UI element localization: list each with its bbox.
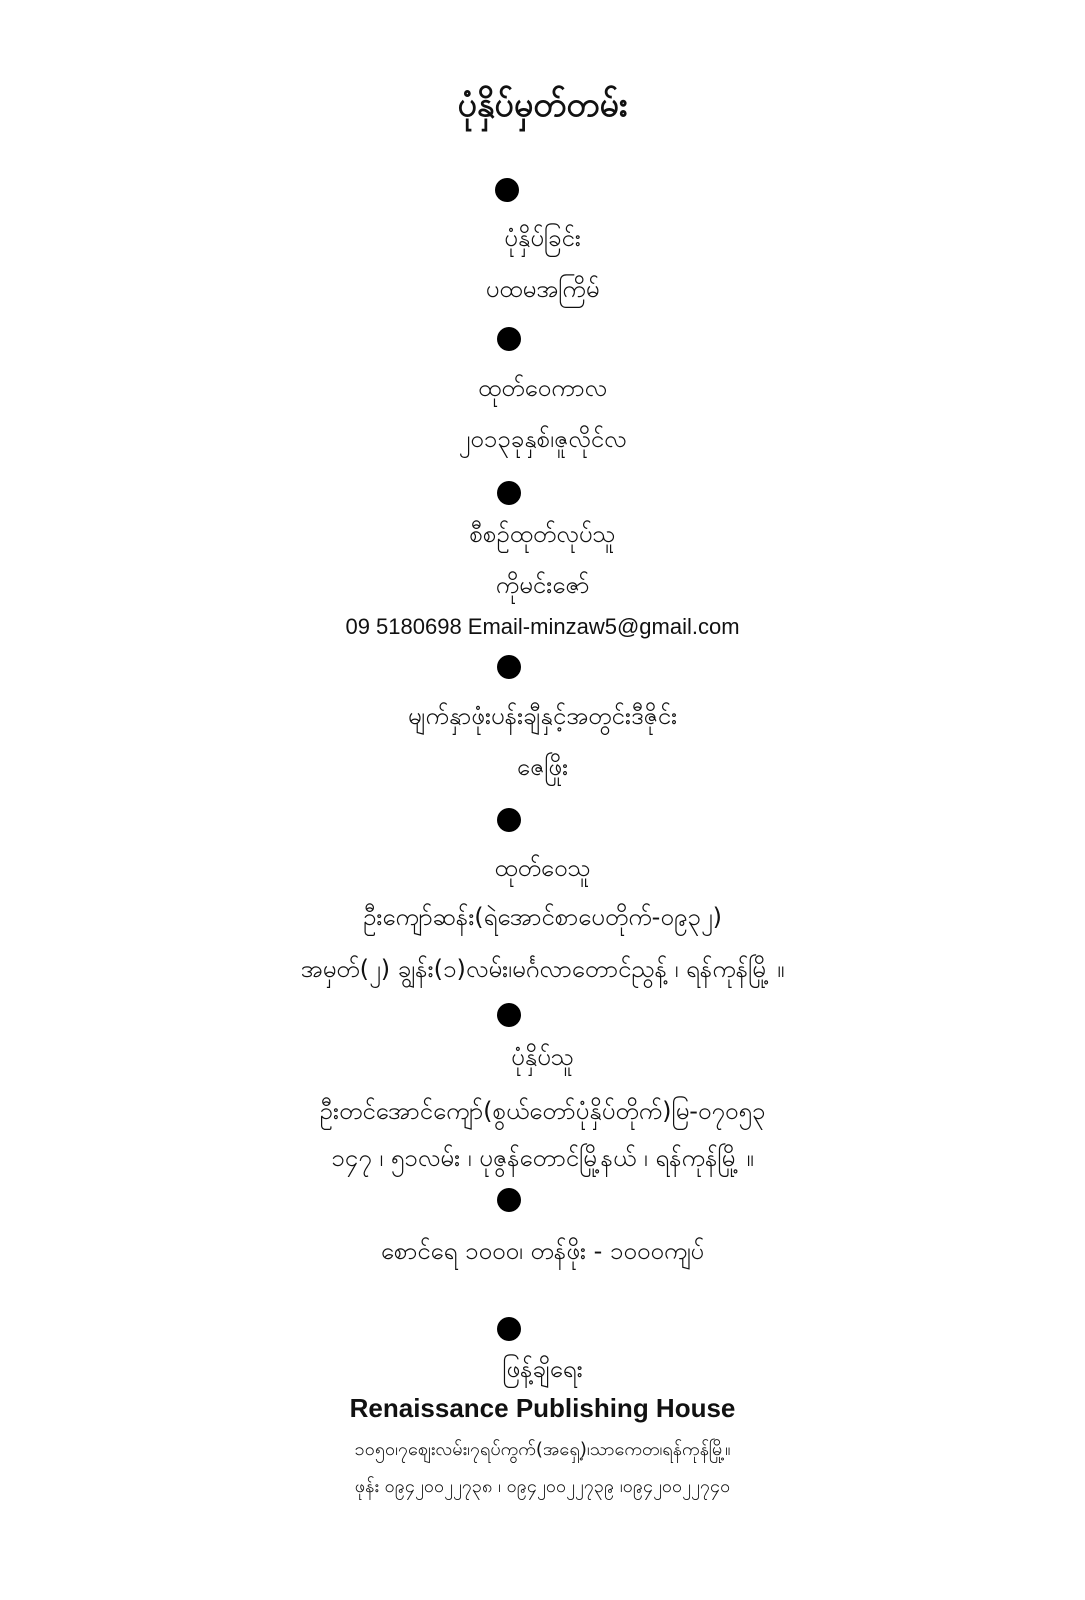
publishing-house-name: Renaissance Publishing House xyxy=(349,1393,736,1423)
bullet-separator xyxy=(497,1317,521,1341)
distribution-label: ဖြန့်ချိရေး xyxy=(502,1355,583,1383)
producer-contact: 09 5180698 Email-minzaw5@gmail.com xyxy=(345,614,740,639)
bullet-separator xyxy=(497,481,521,505)
publisher-address: အမှတ်(၂) ချွန်း(၁)လမ်း၊မင်္ဂလာတောင်ညွန့် ၊ ရန်ကုန်မြို့ ။ xyxy=(300,955,785,983)
printer-label: ပုံနှိပ်သူ xyxy=(511,1043,574,1071)
bullet-separator xyxy=(497,808,521,832)
bullet-separator xyxy=(497,655,521,679)
printer-name: ဦးတင်အောင်ကျော်(စွယ်တော်ပုံနှိပ်တိုက်)မြ-၀၇၀၅၃ xyxy=(319,1097,766,1125)
producer-label: စီစဉ်ထုတ်လုပ်သူ xyxy=(469,520,616,548)
publisher-name: ဦးကျော်ဆန်း(ရဲအောင်စာပေတိုက်-၀၉၃၂) xyxy=(362,903,722,931)
producer-name: ကိုမင်းဇော် xyxy=(495,571,590,599)
publication-period-value: ၂၀၁၃ခုနှစ်၊ဇူလိုင်လ xyxy=(458,425,627,453)
distribution-phone: ဖုန်း ၀၉၄၂၀၀၂၂၇၃၈ ၊ ၀၉၄၂၀၀၂၂၇၃၉ ၊၀၉၄၂၀၀၂၂၇၄၀ xyxy=(354,1476,731,1497)
printing-value: ပထမအကြိမ် xyxy=(485,275,600,303)
bullet-separator xyxy=(497,327,521,351)
distribution-address: ၁၀၅၀၊၇စျေးလမ်း၊၇ရပ်ကွက်(အရှေ့)၊သာကေတ၊ရန်ကုန်မြို့။ xyxy=(354,1439,731,1460)
publication-period-label: ထုတ်ဝေကာလ xyxy=(478,374,607,402)
cover-design-value: ဇေဖြိုး xyxy=(516,753,569,781)
bullet-separator xyxy=(495,178,519,202)
printing-label: ပုံနှိပ်ခြင်း xyxy=(504,224,581,252)
bullet-separator xyxy=(497,1003,521,1027)
page-title: ပုံနှိပ်မှတ်တမ်း xyxy=(457,85,628,125)
copies-price: စောင်ရေ ၁၀၀၀၊ တန်ဖိုး - ၁၀၀၀ကျပ် xyxy=(380,1237,705,1265)
bullet-separator xyxy=(497,1188,521,1212)
cover-design-label: မျက်နှာဖုံးပန်းချီနှင့်အတွင်းဒီဇိုင်း xyxy=(407,702,678,730)
publisher-label: ထုတ်ဝေသူ xyxy=(494,854,591,882)
printer-address: ၁၄၇ ၊ ၅၁လမ်း ၊ ပုဇွန်တောင်မြို့နယ် ၊ ရန်ကုန်မြို့ ။ xyxy=(331,1144,754,1172)
